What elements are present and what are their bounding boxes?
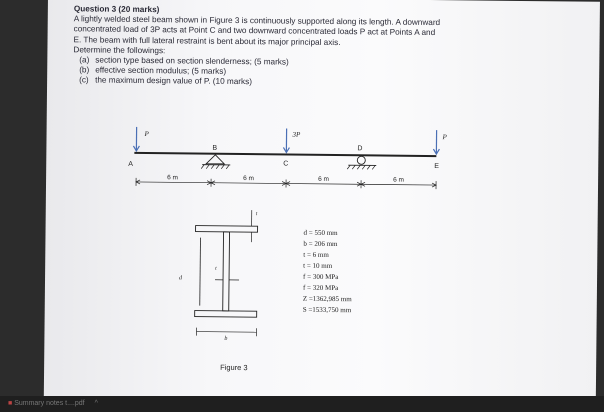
property-line: Z =1362,985 mm [302,294,352,304]
download-filename: Summary notes t....pdf [14,400,85,407]
question-item-c: (c) the maximum design value of P. (10 marks) [79,75,253,87]
property-line: t = 10 mm [303,261,333,270]
section-properties [303,229,353,315]
span-dimension-line [136,175,436,189]
property-line: S =1533,750 mm [302,305,352,315]
tf-label: t [255,211,258,218]
question-line: E. The beam with full lateral restraint is bent about its major principal axis. [73,34,341,47]
point-c-label: C [283,160,289,168]
point-e-label: E [434,163,439,171]
bf-label: b [224,335,228,342]
point-b-label: B [212,144,218,152]
document-page [44,0,600,402]
tw-label: t [215,265,217,272]
question-line: concentrated load of 3P acts at Point C and two downward concentrated loads P act at Points A and [73,24,436,38]
i-section-drawing [194,210,257,337]
load-label-left: P [144,130,149,139]
load-label-right: P [442,133,447,142]
question-line: A lightly welded steel beam shown in Figure 3 is continuously supported along its length. A downward [73,14,441,28]
roller-support-d-icon [347,156,376,169]
property-line: d = 550 mm [303,228,338,238]
question-item-a: (a) section type based on section slenderness; (5 marks) [79,55,289,67]
question-line: Determine the followings: [73,45,166,56]
span-label-cd: 6 m [318,175,329,183]
property-line: b = 206 mm [303,239,338,249]
question-title: Question 3 (20 marks) [73,4,160,15]
chevron-up-icon[interactable]: ^ [94,400,98,407]
load-label-middle: 3P [292,130,301,139]
point-d-label: D [357,145,363,153]
property-line: t = 6 mm [303,250,329,259]
span-label-de: 6 m [393,176,404,184]
property-line: f = 320 MPa [302,283,339,293]
beam-line [134,153,436,156]
property-line: f = 300 MPa [303,272,339,282]
span-label-bc: 6 m [243,175,254,183]
d-label: d [179,275,183,282]
point-a-label: A [128,160,133,168]
beam-figure [44,0,600,402]
question-item-b: (b) effective section modulus; (5 marks) [79,65,227,77]
span-label-ab: 6 m [167,174,178,182]
download-item[interactable] [8,400,98,407]
pin-support-b-icon [201,155,230,169]
figure-caption: Figure 3 [220,362,248,373]
pdf-icon: ■ [8,400,13,407]
